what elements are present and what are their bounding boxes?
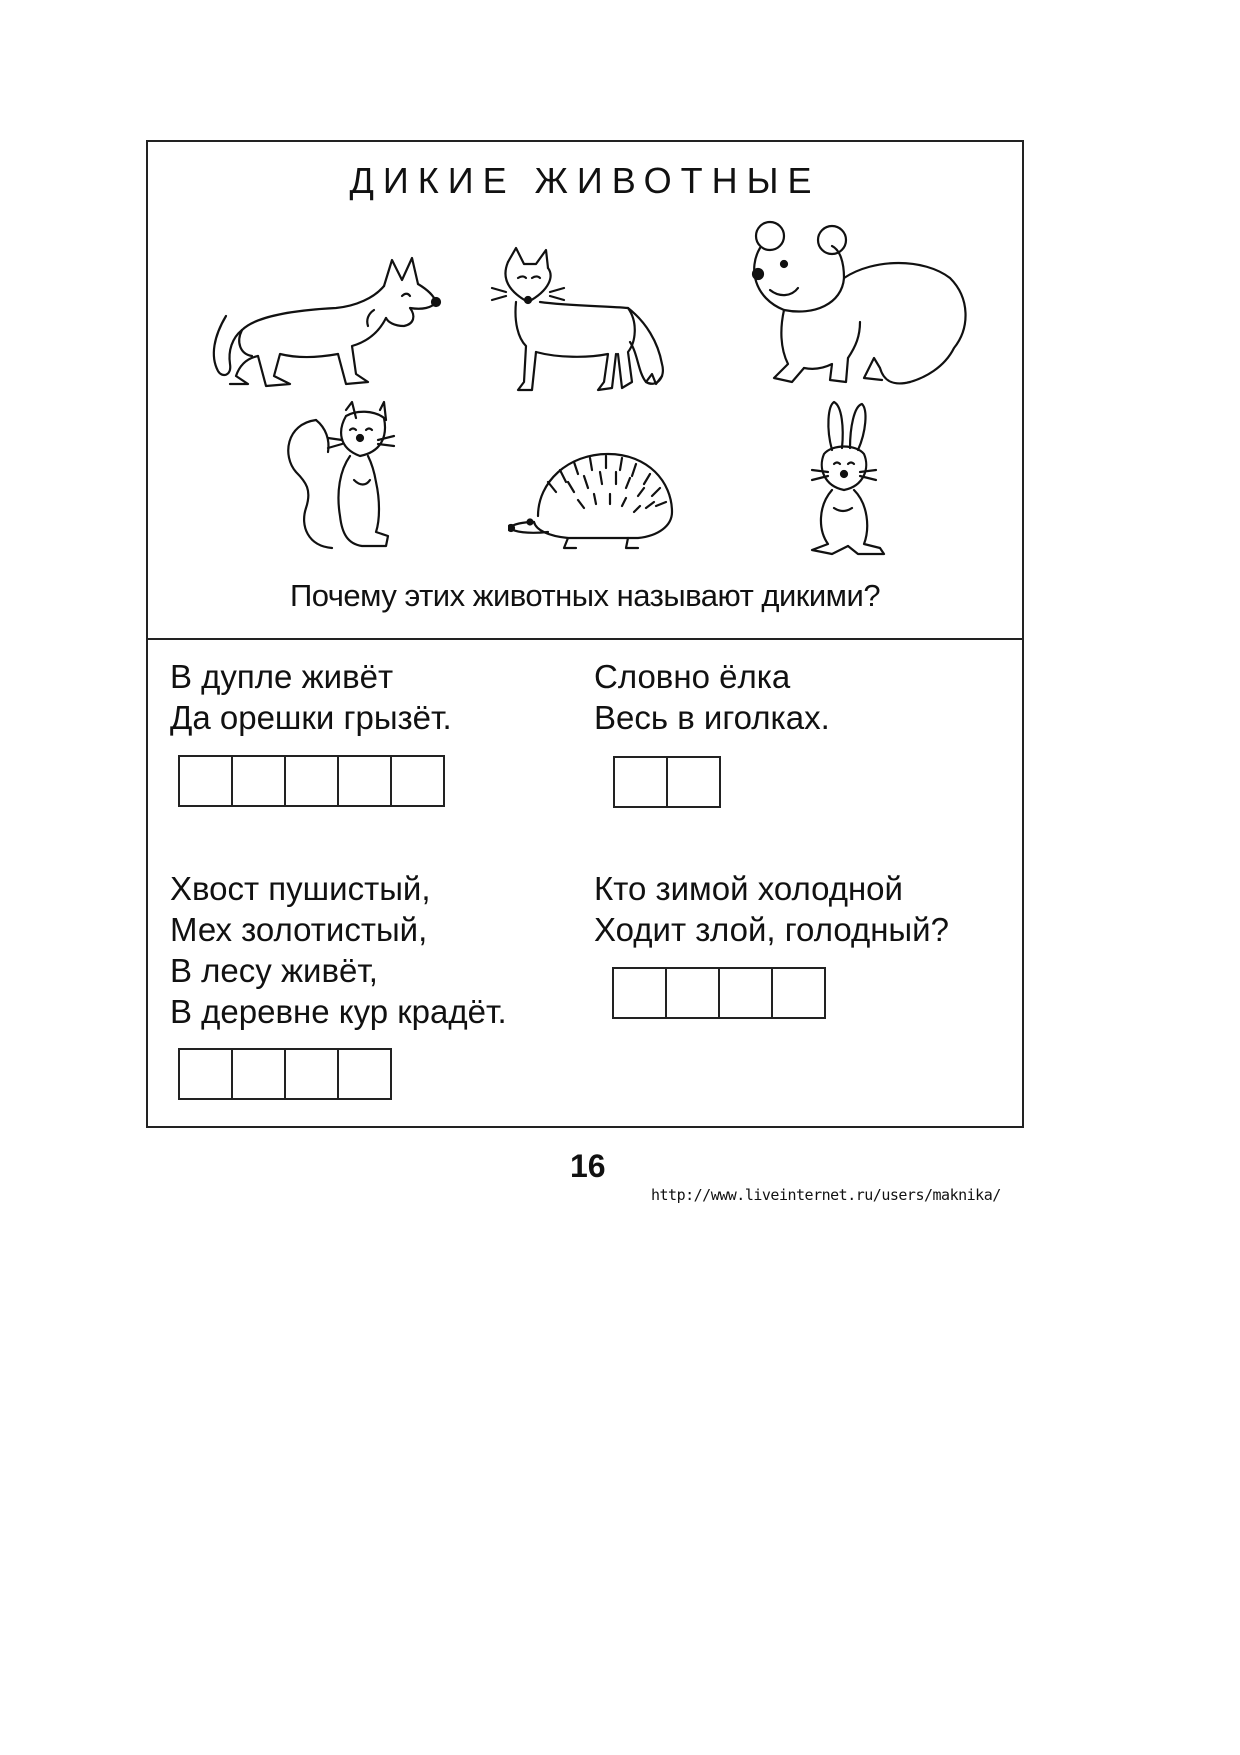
worksheet-title: ДИКИЕ ЖИВОТНЫЕ bbox=[349, 160, 821, 201]
answer-cell[interactable] bbox=[337, 1048, 392, 1100]
riddle-fox bbox=[170, 868, 507, 1032]
riddle-line: В деревне кур крадёт. bbox=[170, 993, 507, 1030]
answer-grid-fox bbox=[178, 1048, 390, 1100]
answer-cell[interactable] bbox=[771, 967, 826, 1019]
hedgehog-icon bbox=[508, 442, 678, 554]
answer-grid-wolf bbox=[612, 967, 824, 1019]
riddle-line: Ходит злой, голодный? bbox=[594, 911, 949, 948]
riddle-line: Мех золотистый, bbox=[170, 911, 428, 948]
riddle-line: Весь в иголках. bbox=[594, 699, 830, 736]
answer-cell[interactable] bbox=[665, 967, 720, 1019]
riddle-line: Кто зимой холодной bbox=[594, 870, 903, 907]
fox-icon bbox=[478, 242, 678, 412]
answer-grid-hedgehog bbox=[613, 756, 719, 808]
squirrel-icon bbox=[276, 400, 426, 558]
answer-cell[interactable] bbox=[718, 967, 773, 1019]
riddle-wolf bbox=[594, 868, 949, 950]
worksheet-question: Почему этих животных называют дикими? bbox=[289, 578, 881, 613]
wolf-icon bbox=[196, 246, 444, 396]
answer-cell[interactable] bbox=[337, 755, 392, 807]
answer-grid-squirrel bbox=[178, 755, 443, 807]
section-divider bbox=[148, 638, 1022, 640]
riddle-line: В лесу живёт, bbox=[170, 952, 378, 989]
answer-cell[interactable] bbox=[666, 756, 721, 808]
answer-cell[interactable] bbox=[231, 1048, 286, 1100]
bear-icon bbox=[744, 218, 976, 398]
riddle-line: В дупле живёт bbox=[170, 658, 394, 695]
worksheet-frame bbox=[146, 140, 1024, 1128]
answer-cell[interactable] bbox=[390, 755, 445, 807]
answer-cell[interactable] bbox=[178, 755, 233, 807]
answer-cell[interactable] bbox=[612, 967, 667, 1019]
answer-cell[interactable] bbox=[231, 755, 286, 807]
answer-cell[interactable] bbox=[613, 756, 668, 808]
riddle-hedgehog bbox=[594, 656, 830, 738]
riddle-squirrel bbox=[170, 656, 452, 738]
riddle-line: Хвост пушистый, bbox=[170, 870, 431, 907]
riddle-line: Словно ёлка bbox=[594, 658, 791, 695]
page-number: 16 bbox=[570, 1148, 606, 1184]
answer-cell[interactable] bbox=[178, 1048, 233, 1100]
answer-cell[interactable] bbox=[284, 755, 339, 807]
hare-icon bbox=[788, 398, 908, 560]
riddle-line: Да орешки грызёт. bbox=[170, 699, 452, 736]
source-watermark: http://www.liveinternet.ru/users/maknika/ bbox=[651, 1186, 1001, 1204]
answer-cell[interactable] bbox=[284, 1048, 339, 1100]
